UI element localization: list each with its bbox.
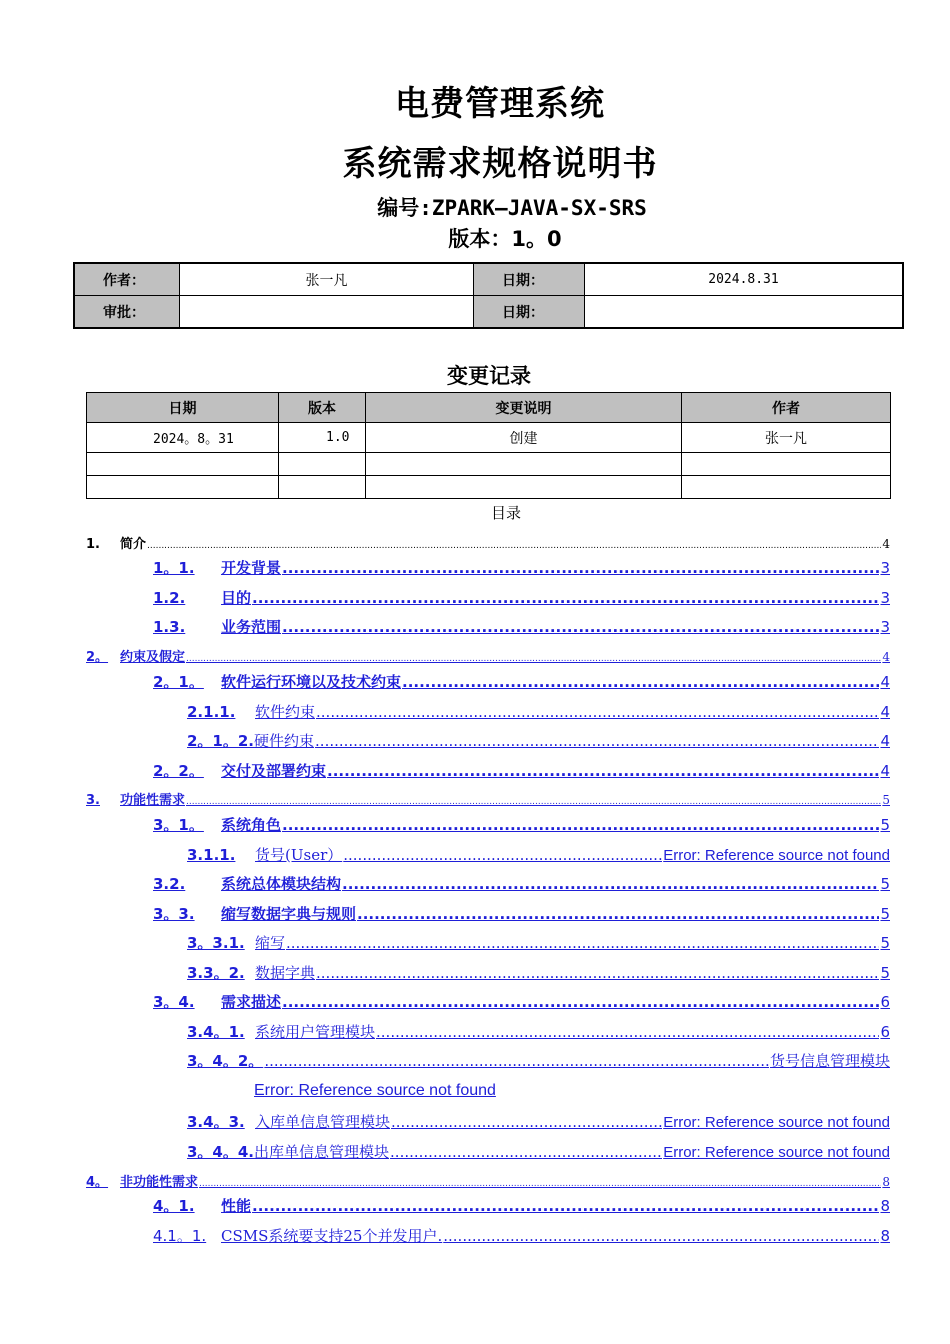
toc-entry[interactable]: [153, 1195, 890, 1216]
toc-entry-text: 业务范围: [221, 618, 282, 636]
change-cell: [682, 476, 891, 499]
toc-entry[interactable]: [187, 1141, 890, 1162]
date-label: 日期：: [474, 263, 585, 296]
toc-entry-page: 3: [880, 559, 890, 577]
toc-entry[interactable]: [86, 789, 890, 808]
toc-entry-number: 3.3。2.: [187, 964, 245, 982]
toc-entry-number: 3。3.: [153, 905, 195, 923]
toc-entry-page: 5: [880, 875, 890, 893]
doc-code: 编号:ZPARK—JAVA-SX-SRS: [377, 196, 647, 220]
toc-entry-number: 3。4。4.: [187, 1143, 255, 1161]
toc-entry[interactable]: [153, 991, 890, 1012]
table-row: [87, 453, 891, 476]
toc-entry-number: 4。1.: [153, 1197, 195, 1215]
toc-entry-number: 3。4。2。: [187, 1052, 264, 1070]
toc-entry-page: 4: [880, 703, 890, 721]
change-cell: [87, 476, 279, 499]
toc-entry-text: 系统总体模块结构: [221, 875, 342, 893]
toc-entry[interactable]: [153, 903, 890, 924]
toc-entry-number: 1.: [86, 537, 100, 552]
toc-entry-number: 3。1。: [153, 816, 204, 834]
toc-entry-page: 5: [880, 964, 890, 982]
toc-entry-page: 4: [880, 762, 890, 780]
change-cell: [87, 453, 279, 476]
date-value: 2024.8.31: [585, 263, 904, 296]
change-cell: 2024。8。31: [87, 423, 279, 453]
toc-entry-number: 3.: [86, 793, 100, 808]
toc-entry-text: 数据字典: [255, 964, 316, 982]
toc-entry-page: Error: Reference source not found: [663, 1144, 890, 1161]
toc-entry-text: 性能: [221, 1197, 252, 1215]
toc-entry-number: 2。1。2.: [187, 732, 255, 750]
toc-entry[interactable]: [153, 873, 890, 894]
toc-entry-text: 需求描述: [221, 993, 282, 1011]
toc-entry-text: 简介: [120, 537, 147, 552]
change-log-title: 变更记录: [447, 364, 531, 388]
approve-value: [180, 296, 474, 329]
toc-entry-number: 2.1.1.: [187, 703, 236, 721]
toc-entry-text: 缩写: [255, 934, 286, 952]
toc-entry-number: 3.1.1.: [187, 846, 236, 864]
toc-entry-text: 非功能性需求: [120, 1175, 199, 1190]
toc-entry-number: 1。1.: [153, 559, 195, 577]
toc-entry[interactable]: [187, 962, 890, 983]
change-header-desc: 变更说明: [366, 393, 682, 423]
toc-entry[interactable]: [153, 1225, 890, 1246]
toc-entry-number: 3.4。3.: [187, 1113, 245, 1131]
toc-entry-page: 6: [880, 993, 890, 1011]
change-cell: 1.0: [279, 423, 366, 453]
toc-entry-page: Error: Reference source not found: [663, 1114, 890, 1131]
change-cell: [279, 476, 366, 499]
change-cell: [682, 453, 891, 476]
toc-entry-page: 3: [880, 618, 890, 636]
toc-entry-number: 2。: [86, 650, 109, 665]
toc-entry-text: 系统角色: [221, 816, 282, 834]
toc-entry-number: 3。4.: [153, 993, 195, 1011]
toc-entry-number: 1.3.: [153, 618, 186, 636]
toc-entry[interactable]: [153, 587, 890, 608]
info-table: [73, 262, 904, 329]
toc-entry[interactable]: [86, 1171, 890, 1190]
toc-entry-text: 系统用户管理模块: [255, 1023, 376, 1041]
change-cell: [279, 453, 366, 476]
toc-entry[interactable]: [187, 701, 890, 722]
toc-entry-text: 硬件约束: [254, 732, 315, 750]
doc-title-line1: 电费管理系统: [395, 84, 605, 124]
author-value: 张一凡: [180, 263, 474, 296]
change-header-date: 日期: [87, 393, 279, 423]
toc-entry[interactable]: [86, 533, 890, 552]
toc-entry-number: 2。2。: [153, 762, 204, 780]
toc-entry-text: 软件运行环境以及技术约束: [221, 673, 402, 691]
toc-entry-text: 入库单信息管理模块: [255, 1113, 391, 1131]
toc-entry-text: 出库单信息管理模块: [254, 1143, 390, 1161]
toc-entry-text: 目的: [221, 589, 252, 607]
toc-entry-page: 4: [880, 673, 890, 691]
toc-entry-text: CSMS系统要支持25个并发用户.: [221, 1227, 443, 1245]
toc-entry-text: 缩写数据字典与规则: [221, 905, 357, 923]
toc-entry-text: 约束及假定: [120, 650, 186, 665]
table-row: [87, 476, 891, 499]
toc-entry-page: 4: [882, 537, 890, 551]
toc-entry-number: 4.1。1.: [153, 1227, 207, 1245]
date2-label: 日期：: [474, 296, 585, 329]
toc-entry[interactable]: [153, 671, 890, 692]
toc-entry-page: 4: [882, 650, 890, 664]
doc-title-line2: 系统需求规格说明书: [342, 144, 658, 184]
toc-entry[interactable]: [153, 760, 890, 781]
change-cell: 创建: [366, 423, 682, 453]
toc-entry-text: 功能性需求: [120, 793, 186, 808]
change-header-version: 版本: [279, 393, 366, 423]
toc-entry-text: 货号信息管理模块: [769, 1052, 890, 1070]
author-label: 作者：: [74, 263, 180, 296]
toc-entry-page: 8: [880, 1227, 890, 1245]
toc-entry[interactable]: [187, 1021, 890, 1042]
toc-entry-page: 6: [880, 1023, 890, 1041]
toc-entry-text: 开发背景: [221, 559, 282, 577]
toc-entry-page-continued[interactable]: Error: Reference source not found: [254, 1082, 496, 1099]
change-cell: [366, 476, 682, 499]
toc-entry-text: 货号(User）: [255, 846, 343, 864]
toc-entry-number: 3.4。1.: [187, 1023, 245, 1041]
doc-version: 版本：1。0: [448, 227, 562, 251]
toc-entry-text: 软件约束: [255, 703, 316, 721]
toc-entry-page: 8: [880, 1197, 890, 1215]
toc-entry-number: 1.2.: [153, 589, 186, 607]
toc-entry-page: 3: [880, 589, 890, 607]
toc-entry-page: 5: [880, 934, 890, 952]
date2-value: [585, 296, 904, 329]
toc-entry-page: 8: [882, 1175, 890, 1189]
toc-entry[interactable]: [153, 557, 890, 578]
toc-entry-text: 交付及部署约束: [221, 762, 327, 780]
toc-entry-page: 5: [880, 905, 890, 923]
toc-entry-number: 3。3.1.: [187, 934, 245, 952]
toc-entry[interactable]: [187, 1050, 890, 1071]
table-row: [87, 423, 891, 453]
toc-entry-page: 5: [880, 816, 890, 834]
toc-entry-number: 4。: [86, 1175, 109, 1190]
change-cell: 张一凡: [682, 423, 891, 453]
toc-heading: 目录: [490, 504, 521, 522]
toc-entry[interactable]: [153, 616, 890, 637]
toc-entry[interactable]: [187, 844, 890, 865]
toc-entry-number: 2。1。: [153, 673, 204, 691]
toc-entry[interactable]: [86, 646, 890, 665]
change-cell: [366, 453, 682, 476]
toc-entry[interactable]: [153, 814, 890, 835]
toc-entry-page: 4: [880, 732, 890, 750]
change-header-author: 作者: [682, 393, 891, 423]
toc-entry-page: 5: [882, 793, 890, 807]
toc-entry[interactable]: [187, 1111, 890, 1132]
change-log-table: [86, 392, 891, 499]
toc-entry-number: 3.2.: [153, 875, 186, 893]
toc-entry[interactable]: [187, 932, 890, 953]
approve-label: 审批：: [74, 296, 180, 329]
toc-entry[interactable]: [187, 730, 890, 751]
toc-entry-page: Error: Reference source not found: [663, 847, 890, 864]
